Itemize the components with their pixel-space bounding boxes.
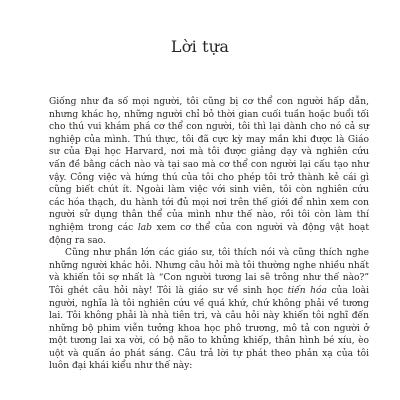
paragraph-1-italic-lab: lab bbox=[137, 222, 152, 233]
paragraph-2 bbox=[49, 247, 369, 373]
paragraph-2-segment-3: của loài người, nghĩa là tôi nghiên cứu về quá khứ, chứ không phải về tương lai. Tôi không phải là nhà tiên tri, và câu hỏi này khiến tôi nghĩ đến những bộ phim viễn tưởng khoa học phô trương, mô tả con người ở một tương lai xa vời, có bộ não to khủng khiếp, thân hình bé xíu, èo uột và quấn áo phát sáng. Câu trả lời tự phát theo phản xạ của tôi luôn đại khái kiểu như thế này: bbox=[49, 285, 369, 372]
page-title: Lời tựa bbox=[170, 37, 230, 56]
paragraph-1-segment-3: xem cơ thể của con người và động vật hoạt động ra sao. bbox=[49, 222, 369, 246]
body-text bbox=[49, 96, 369, 373]
paragraph-2-segment-1: Cũng như phần lớn các giáo sư, tôi thích nói và cũng thích nghe những người khác hỏi. Nhưng câu hỏi mà tôi thường nghe nhiều nhất và khiến tôi sợ nhất là “Con người tương lai sẽ trông như thế nào?” Tôi ghét câu hỏi này! Tôi là giáo sư về sinh học bbox=[49, 248, 369, 296]
paragraph-2-italic-tien-hoa: tiến hóa bbox=[287, 285, 327, 296]
paragraph-1 bbox=[49, 96, 369, 247]
paragraph-1-segment-1: Giống như đa số mọi người, tôi cũng bị cơ thể con người hấp dẫn, nhưng khác họ, những người chỉ bỏ thời gian cuối tuần hoặc buổi tối cho thú vui khám phá cơ thể con người, tôi thì lại dành cho nó cả sự nghiệp của mình. Thú thực, tôi đã cực kỳ may mắn khi được là Giáo sư của Đại học Harvard, nơi mà tôi được giảng dạy và nghiên cứu vấn đề bằng cách nào và tại sao mà cơ thể con người lại cấu tạo như vậy. Công việc và hứng thú của tôi cho phép tôi trở thành kẻ cái gì cũng biết chút ít. Ngoài làm việc với sinh viên, tôi còn nghiên cứu các hóa thạch, du hành tới đủ mọi nơi trên thế giới để nhìn xem con người sử dụng thân thể của mình như thế nào, rồi tôi còn làm thí nghiệm trong các bbox=[49, 97, 369, 233]
